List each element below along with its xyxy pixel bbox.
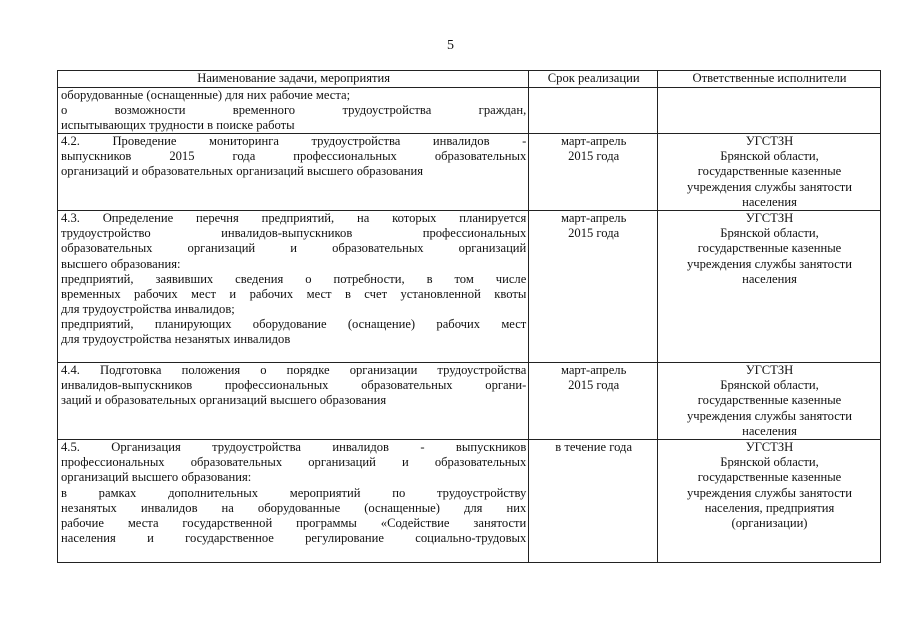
table-row (58, 363, 881, 440)
task-line: организаций и образовательных организаций высшего образования (61, 164, 424, 179)
task-cell (58, 440, 529, 563)
table-header-row (58, 71, 881, 88)
responsible-line: государственные казенные (697, 393, 842, 408)
task-line: населения и государственное регулирование социально-трудовых (61, 530, 527, 545)
responsible-line: УГСТЗН (745, 211, 794, 226)
task-line: организаций высшего образования: (61, 470, 252, 485)
responsible-line: учреждения службы занятости (686, 485, 853, 500)
task-line: для трудоустройства инвалидов; (61, 301, 235, 316)
task-line: временных рабочих мест и рабочих мест в счет установленной квоты (61, 286, 527, 301)
task-cell (58, 211, 529, 363)
task-line: 4.4. Подготовка положения о порядке организации трудоустройства (61, 363, 527, 378)
term-line: в течение года (555, 440, 633, 455)
responsible-cell (658, 134, 881, 211)
task-line: 4.2. Проведение мониторинга трудоустройства инвалидов - (61, 134, 527, 149)
term-cell (529, 363, 658, 440)
task-line: для трудоустройства незанятых инвалидов (61, 332, 291, 347)
task-cell (58, 134, 529, 211)
term-cell (529, 440, 658, 563)
term-line: март-апрель (560, 134, 627, 149)
task-line: предприятий, планирующих оборудование (оснащение) рабочих мест (61, 316, 527, 331)
table-row (58, 211, 881, 363)
term-cell (529, 134, 658, 211)
term-line: 2015 года (568, 226, 620, 241)
table-row (58, 134, 881, 211)
responsible-cell (658, 363, 881, 440)
table-row (58, 440, 881, 563)
responsible-line: УГСТЗН (745, 440, 794, 455)
task-line: трудоустройство инвалидов-выпускников профессиональных (61, 226, 527, 241)
term-cell (529, 211, 658, 363)
task-line: образовательных организаций и образовательных организаций (61, 241, 527, 256)
page-number: 5 (447, 38, 454, 53)
responsible-line: Брянской области, (720, 149, 819, 164)
header-task: Наименование задачи, мероприятия (58, 71, 529, 88)
measures-table (57, 70, 881, 563)
term-line: 2015 года (568, 149, 620, 164)
task-line: выпускников 2015 года профессиональных образовательных (61, 149, 527, 164)
responsible-line: Брянской области, (720, 378, 819, 393)
responsible-line: учреждения службы занятости (686, 256, 853, 271)
responsible-line: населения (742, 194, 797, 209)
task-line: о возможности временного трудоустройства граждан, (61, 103, 527, 118)
responsible-cell (658, 88, 881, 134)
task-line: 4.3. Определение перечня предприятий, на которых планируется (61, 211, 527, 226)
task-line: высшего образования: (61, 256, 181, 271)
term-line: март-апрель (560, 363, 627, 378)
responsible-line: населения (742, 271, 797, 286)
task-line: 4.5. Организация трудоустройства инвалидов - выпускников (61, 440, 527, 455)
task-line: заций и образовательных организаций высшего образования (61, 393, 387, 408)
header-term: Срок реализации (529, 71, 658, 88)
table-row (58, 88, 881, 134)
task-cell (58, 363, 529, 440)
term-line: март-апрель (560, 211, 627, 226)
responsible-cell (658, 440, 881, 563)
task-line: в рамках дополнительных мероприятий по трудоустройству (61, 485, 527, 500)
responsible-line: (организации) (731, 515, 808, 530)
responsible-line: Брянской области, (720, 455, 819, 470)
responsible-line: УГСТЗН (745, 363, 794, 378)
task-cell (58, 88, 529, 134)
responsible-line: учреждения службы занятости (686, 408, 853, 423)
header-responsible: Ответственные исполнители (658, 71, 881, 88)
responsible-line: учреждения службы занятости (686, 179, 853, 194)
task-line: профессиональных образовательных организаций и образовательных (61, 455, 527, 470)
responsible-line: Брянской области, (720, 226, 819, 241)
term-cell (529, 88, 658, 134)
task-line: оборудованные (оснащенные) для них рабочие места; (61, 88, 351, 102)
task-line: предприятий, заявивших сведения о потребности, в том числе (61, 271, 527, 286)
task-line: рабочие места государственной программы «Содействие занятости (61, 515, 527, 530)
task-line: испытывающих трудности в поиске работы (61, 118, 295, 133)
responsible-line: государственные казенные (697, 241, 842, 256)
responsible-line: государственные казенные (697, 164, 842, 179)
responsible-line: УГСТЗН (745, 134, 794, 149)
task-line: незанятых инвалидов на оборудованные (оснащенные) для них (61, 500, 527, 515)
responsible-cell (658, 211, 881, 363)
responsible-line: государственные казенные (697, 470, 842, 485)
responsible-line: населения (742, 423, 797, 438)
term-line: 2015 года (568, 378, 620, 393)
responsible-line: населения, предприятия (704, 500, 835, 515)
task-line: инвалидов-выпускников профессиональных образовательных органи- (61, 378, 527, 393)
